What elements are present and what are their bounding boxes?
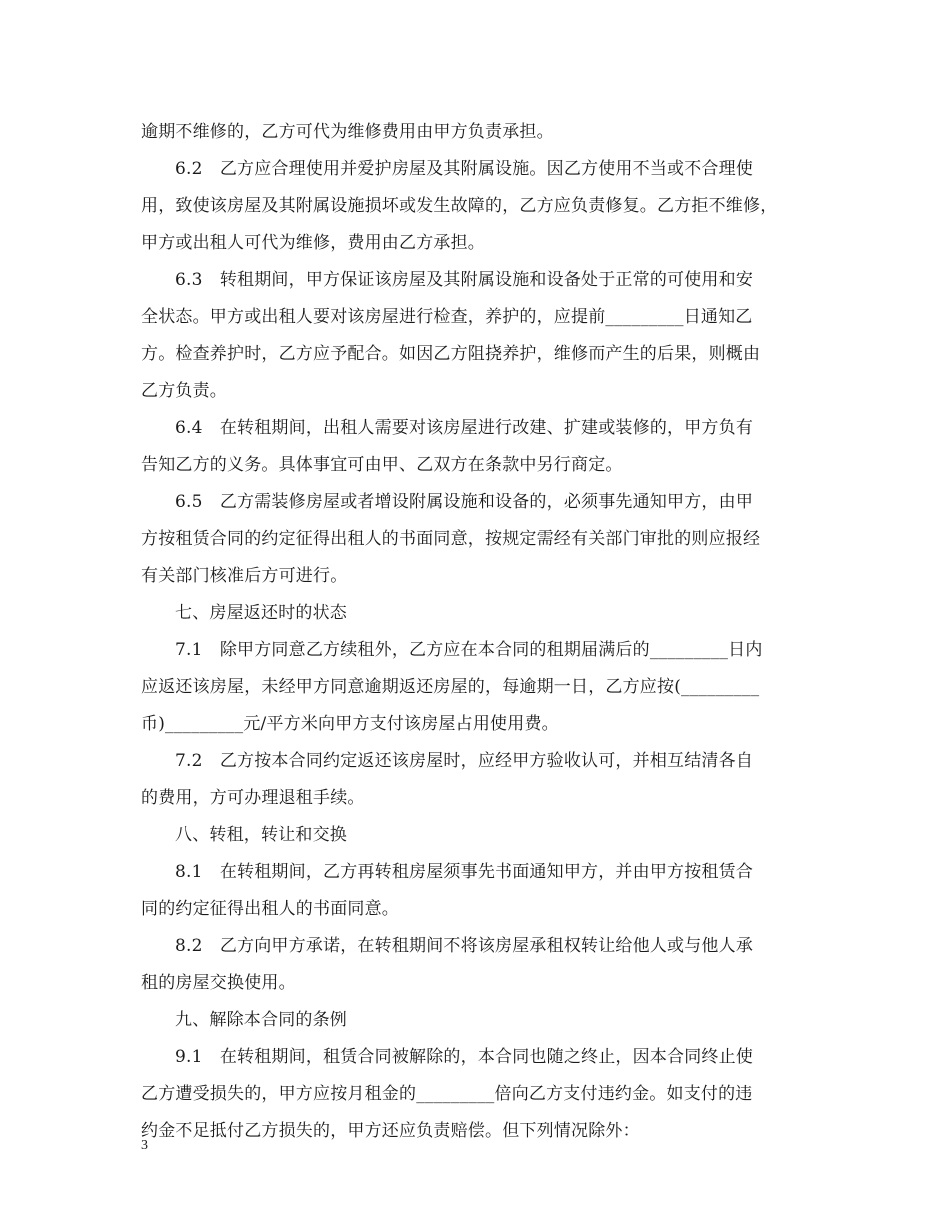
text-line: 同的约定征得出租人的书面同意。	[141, 899, 399, 919]
document-body	[141, 116, 811, 1147]
clause-7-1-line: 7.1 除甲方同意乙方续租外，乙方应在本合同的租期届满后的_________日内	[175, 640, 763, 660]
text-line: 告知乙方的义务。具体事宜可由甲、乙双方在条款中另行商定。	[141, 455, 623, 475]
text-line: 甲方或出租人可代为维修，费用由乙方承担。	[141, 233, 485, 253]
text-line: 有关部门核准后方可进行。	[141, 566, 348, 586]
clause-7-2-line: 7.2 乙方按本合同约定返还该房屋时，应经甲方验收认可，并相互结清各自	[175, 751, 754, 771]
clause-8-2-line: 8.2 乙方向甲方承诺，在转租期间不将该房屋承租权转让给他人或与他人承	[175, 936, 754, 956]
clause-9-1-line: 9.1 在转租期间，租赁合同被解除的，本合同也随之终止，因本合同终止使	[175, 1047, 754, 1067]
text-line: 用，致使该房屋及其附属设施损坏或发生故障的，乙方应负责修复。乙方拒不维修，	[141, 196, 778, 216]
clause-6-5-line: 6.5 乙方需装修房屋或者增设附属设施和设备的，必须事先通知甲方，由甲	[175, 492, 754, 512]
section-7-heading: 七、房屋返还时的状态	[175, 603, 347, 623]
clause-6-2-line: 6.2 乙方应合理使用并爱护房屋及其附属设施。因乙方使用不当或不合理使	[175, 159, 754, 179]
text-line: 方按租赁合同的约定征得出租人的书面同意，按规定需经有关部门审批的则应报经	[141, 529, 761, 549]
text-line: 逾期不维修的，乙方可代为维修费用由甲方负责承担。	[141, 122, 554, 142]
text-line: 乙方遭受损失的，甲方应按月租金的_________倍向乙方支付违约金。如支付的违	[141, 1084, 753, 1104]
text-line: 方。检查养护时，乙方应予配合。如因乙方阻挠养护，维修而产生的后果，则概由	[141, 344, 761, 364]
text-line: 的费用，方可办理退租手续。	[141, 788, 365, 808]
text-line: 全状态。甲方或出租人要对该房屋进行检查，养护的，应提前_________日通知乙	[141, 307, 753, 327]
section-9-heading: 九、解除本合同的条例	[175, 1010, 347, 1030]
text-line: 约金不足抵付乙方损失的，甲方还应负责赔偿。但下列情况除外：	[141, 1121, 640, 1141]
text-line: 币)_________元/平方米向甲方支付该房屋占用使用费。	[141, 714, 559, 734]
text-line: 乙方负责。	[141, 381, 227, 401]
text-line: 应返还该房屋，未经甲方同意逾期返还房屋的，每逾期一日，乙方应按(_________	[141, 677, 760, 697]
clause-6-3-line: 6.3 转租期间，甲方保证该房屋及其附属设施和设备处于正常的可使用和安	[175, 270, 754, 290]
text-line: 租的房屋交换使用。	[141, 973, 296, 993]
page-number: 3	[141, 1138, 148, 1153]
clause-6-4-line: 6.4 在转租期间，出租人需要对该房屋进行改建、扩建或装修的，甲方负有	[175, 418, 754, 438]
clause-8-1-line: 8.1 在转租期间，乙方再转租房屋须事先书面通知甲方，并由甲方按租赁合	[175, 862, 754, 882]
section-8-heading: 八、转租，转让和交换	[175, 825, 347, 845]
